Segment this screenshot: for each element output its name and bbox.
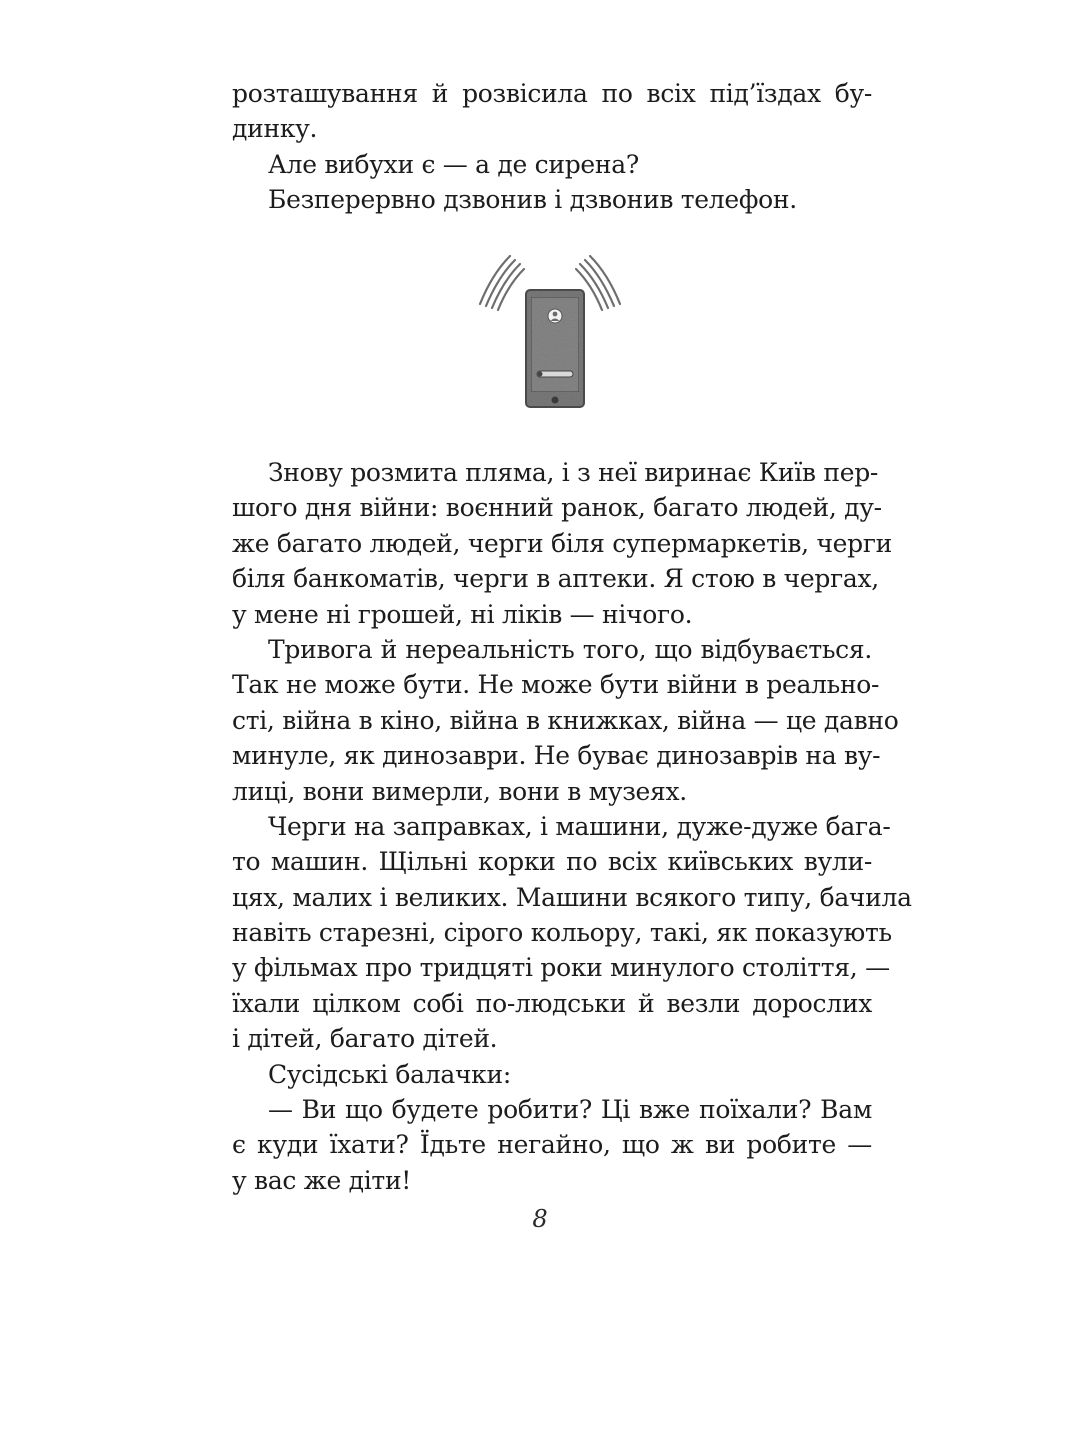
text-line: сті, війна в кіно, війна в книжках, війна — це давно: [232, 705, 899, 735]
text-line: минуле, як динозаври. Не буває динозаврів на ву-: [232, 741, 881, 771]
text-line: Але вибухи є — а де сирена?: [268, 149, 639, 179]
text-line: то машин. Щільні корки по всіх київських вули-: [232, 847, 872, 877]
text-block-top: [232, 76, 872, 218]
text-line: навіть старезні, сірого кольору, такі, як показують: [232, 918, 892, 948]
text-line: у вас же діти!: [232, 1165, 412, 1195]
text-line: динку.: [232, 114, 318, 144]
text-line: у фільмах про тридцяті роки минулого століття, —: [232, 953, 890, 983]
text-line: біля банкоматів, черги в аптеки. Я стою в чергах,: [232, 564, 879, 594]
text-line: Тривога й нереальність того, що відбувається.: [268, 634, 872, 664]
text-line: є куди їхати? Їдьте негайно, що ж ви робите —: [232, 1130, 872, 1160]
text-line: їхали цілком собі по-людськи й везли дорослих: [232, 988, 872, 1018]
text-line: Сусідські балачки:: [268, 1059, 511, 1089]
text-line: лиці, вони вимерли, вони в музеях.: [232, 776, 687, 806]
phone-body: [526, 290, 584, 407]
text-line: у мене ні грошей, ні ліків — нічого.: [232, 599, 693, 629]
text-line: шого дня війни: воєнний ранок, багато людей, ду-: [232, 493, 882, 523]
text-line: і дітей, багато дітей.: [232, 1024, 498, 1054]
text-line: цях, малих і великих. Машини всякого типу, бачила: [232, 882, 912, 912]
sound-waves-left: [480, 256, 524, 310]
page-number: 8: [532, 1205, 548, 1233]
text-line: — Ви що будете робити? Ці вже поїхали? Вам: [268, 1095, 872, 1125]
text-block-main: [232, 455, 912, 1198]
text-line: Знову розмита пляма, і з неї виринає Київ пер-: [268, 458, 879, 487]
text-line: Черги на заправках, і машини, дуже-дуже бага-: [268, 811, 891, 841]
text-line: же багато людей, черги біля супермаркетів, черги: [232, 528, 893, 558]
text-line: Безперервно дзвонив і дзвонив телефон.: [268, 185, 797, 215]
text-line: розташування й розвісила по всіх під’їздах бу-: [232, 79, 872, 108]
ringing-phone-icon: [470, 246, 630, 411]
text-line: Так не може бути. Не може бути війни в реально-: [232, 670, 880, 700]
